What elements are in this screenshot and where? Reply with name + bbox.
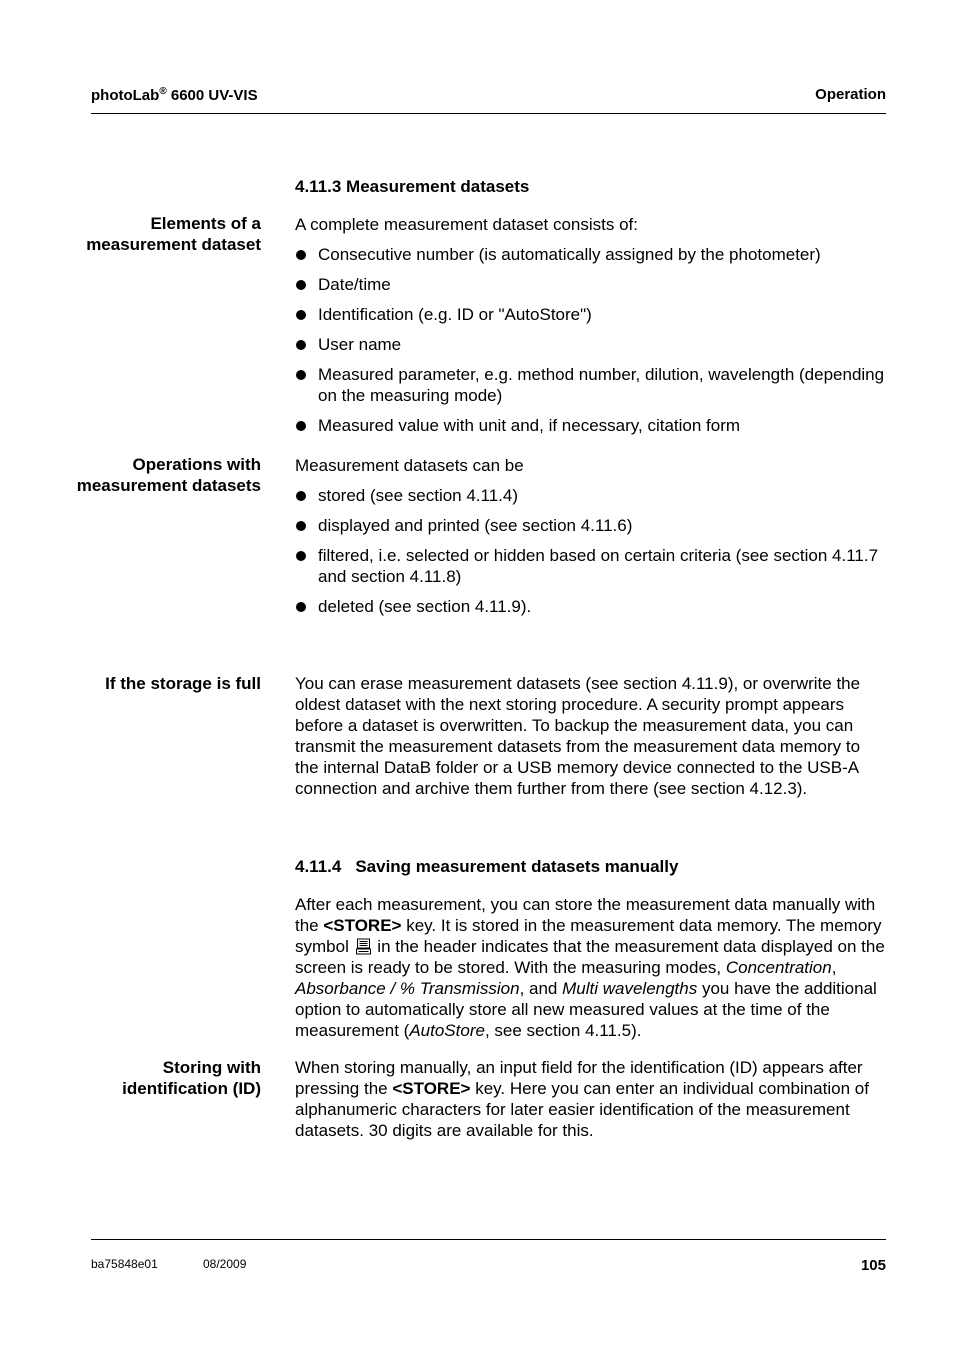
elements-intro: A complete measurement dataset consists of: bbox=[295, 215, 639, 234]
store-key: <STORE> bbox=[323, 916, 402, 935]
product-model: 6600 UV-VIS bbox=[166, 87, 258, 104]
para-text: you have the additional option to automatically store all new measured values at the time of the measurement ( bbox=[295, 979, 877, 1040]
para-text: , see section 4.11.5). bbox=[484, 1021, 642, 1040]
header-section: Operation bbox=[815, 86, 886, 103]
mode-absorbance: Absorbance / % Transmission bbox=[295, 979, 520, 998]
header-rule bbox=[91, 113, 886, 114]
header-product bbox=[91, 86, 258, 104]
footer-doc-id: ba75848e01 bbox=[91, 1257, 158, 1271]
list-item: Date/time bbox=[295, 274, 887, 295]
side-label-storage-full: If the storage is full bbox=[105, 674, 261, 693]
elements-block bbox=[295, 214, 887, 436]
para-text: , and bbox=[519, 979, 563, 998]
memory-symbol-icon bbox=[356, 938, 371, 955]
section-heading-4-11-3: 4.11.3 Measurement datasets bbox=[295, 177, 530, 196]
store-key: <STORE> bbox=[392, 1079, 471, 1098]
footer-date: 08/2009 bbox=[203, 1257, 247, 1271]
mode-multi-wavelengths: Multi wavelengths bbox=[562, 979, 698, 998]
list-item: Measured value with unit and, if necessary, citation form bbox=[295, 415, 887, 436]
footer-rule bbox=[91, 1239, 886, 1240]
autostore-term: AutoStore bbox=[409, 1021, 485, 1040]
product-name: photoLab bbox=[91, 87, 160, 104]
list-item: User name bbox=[295, 334, 887, 355]
list-item: Consecutive number (is automatically assigned by the photometer) bbox=[295, 244, 887, 265]
operations-block bbox=[295, 455, 887, 617]
list-item: deleted (see section 4.11.9). bbox=[295, 596, 887, 617]
list-item: Measured parameter, e.g. method number, dilution, wavelength (depending on the measuring mode) bbox=[295, 364, 887, 406]
para-text: , bbox=[831, 958, 837, 977]
saving-manually-paragraph bbox=[295, 894, 887, 1041]
heading-title: Saving measurement datasets manually bbox=[355, 857, 679, 876]
side-label-storing-id: Storing with identification (ID) bbox=[122, 1058, 261, 1098]
list-item: filtered, i.e. selected or hidden based on certain criteria (see section 4.11.7 and section 4.11.8) bbox=[295, 545, 887, 587]
operations-list bbox=[295, 485, 887, 617]
para-text: in the header indicates that the measurement data displayed on the screen is ready to be stored. With the measuring modes, bbox=[295, 937, 885, 977]
section-heading-4-11-4 bbox=[295, 857, 678, 877]
para-text: key. Here you can enter an individual combination of alphanumeric characters for later easier identification of the measurement datasets. 30 digits are available for this. bbox=[295, 1079, 869, 1140]
para-text: When storing manually, an input field for the identification (ID) appears after pressing the bbox=[295, 1058, 863, 1098]
storing-id-paragraph bbox=[295, 1057, 887, 1141]
mode-concentration: Concentration bbox=[725, 958, 832, 977]
list-item: Identification (e.g. ID or "AutoStore") bbox=[295, 304, 887, 325]
side-label-operations: Operations with measurement datasets bbox=[76, 455, 261, 495]
para-text: After each measurement, you can store the measurement data manually with the bbox=[295, 895, 876, 935]
list-item: stored (see section 4.11.4) bbox=[295, 485, 887, 506]
registered-mark: ® bbox=[159, 86, 167, 97]
list-item: displayed and printed (see section 4.11.6) bbox=[295, 515, 887, 536]
side-label-elements: Elements of a measurement dataset bbox=[86, 214, 261, 254]
storage-full-text: You can erase measurement datasets (see section 4.11.9), or overwrite the oldest dataset with the next storing procedure. A security prompt appears before a dataset is overwritten. To backup the measurement data, you can transmit the measurement datasets from the measurement data memory to the internal DataB folder or a USB memory device connected to the USB-A connection and archive them further from there (see section 4.12.3). bbox=[295, 674, 861, 798]
elements-list bbox=[295, 244, 887, 436]
para-text: key. It is stored in the measurement data memory. The memory symbol bbox=[295, 916, 882, 956]
operations-intro: Measurement datasets can be bbox=[295, 456, 524, 475]
page-number: 105 bbox=[860, 1257, 886, 1274]
heading-number: 4.11.4 bbox=[295, 857, 342, 876]
